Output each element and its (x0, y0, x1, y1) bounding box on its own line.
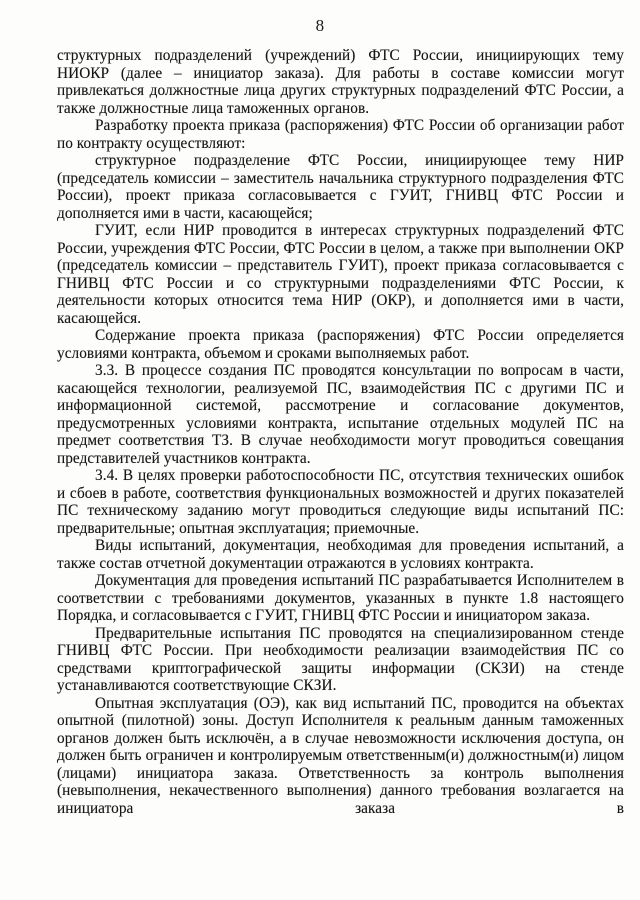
paragraph: структурных подразделений (учреждений) ФТС России, инициирующих тему НИОКР (далее – инициатор заказа). Для работы в составе комиссии могут привлекаться должностные лица других структурных подразделений ФТС России, а также должностные лица таможенных органов. (57, 47, 624, 117)
paragraph: Опытная эксплуатация (ОЭ), как вид испытаний ПС, проводится на объектах опытной (пилотной) зоны. Доступ Исполнителя к реальным данным таможенных органов должен быть исключён, а в случае невозможности исключения доступа, он должен быть ограничен и контролируемым ответственным(и) должностным(и) лицом (лицами) инициатора заказа. Ответственность за контроль выполнения (невыполнения, некачественного выполнения) данного требования возлагается на инициатора заказа в (57, 694, 624, 817)
paragraph: ГУИТ, если НИР проводится в интересах структурных подразделений ФТС России, учреждения ФТС России, ФТС России в целом, а также при выполнении ОКР (председатель комиссии – представитель ГУИТ), проект приказа согласовывается с ГНИВЦ ФТС России и со структурными подразделениями ФТС России, к деятельности которых относится тема НИР (ОКР), и дополняется ими в части, касающейся. (57, 222, 624, 327)
paragraph: 3.4. В целях проверки работоспособности ПС, отсутствия технических ошибок и сбоев в работе, соответствия функциональных возможностей и других показателей ПС техническому заданию могут проводиться следующие виды испытаний ПС: предварительные; опытная эксплуатация; приемочные. (57, 467, 624, 537)
paragraph: структурное подразделение ФТС России, инициирующее тему НИР (председатель комиссии – заместитель начальника структурного подразделения ФТС России), проект приказа согласовывается с ГУИТ, ГНИВЦ ФТС России и дополняется ими в части, касающейся; (57, 152, 624, 222)
paragraph: 3.3. В процессе создания ПС проводятся консультации по вопросам в части, касающейся технологии, реализуемой ПС, взаимодействия ПС с другими ПС и информационной системой, рассмотрение и согласование документов, предусмотренных условиями контракта, испытание отдельных модулей ПС на предмет соответствия ТЗ. В случае необходимости могут проводиться совещания представителей участников контракта. (57, 362, 624, 467)
paragraph: Предварительные испытания ПС проводятся на специализированном стенде ГНИВЦ ФТС России. При необходимости реализации взаимодействия ПС со средствами криптографической защиты информации (СКЗИ) на стенде устанавливаются соответствующие СКЗИ. (57, 624, 624, 694)
page-number: 8 (315, 16, 325, 35)
document-body (57, 47, 624, 817)
paragraph: Документация для проведения испытаний ПС разрабатывается Исполнителем в соответствии с требованиями документов, указанных в пункте 1.8 настоящего Порядка, и согласовывается с ГУИТ, ГНИВЦ ФТС России и инициатором заказа. (57, 572, 624, 624)
paragraph: Содержание проекта приказа (распоряжения) ФТС России определяется условиями контракта, объемом и сроками выполняемых работ. (57, 327, 624, 362)
paragraph: Разработку проекта приказа (распоряжения) ФТС России об организации работ по контракту осуществляют: (57, 117, 624, 152)
paragraph: Виды испытаний, документация, необходимая для проведения испытаний, а также состав отчетной документации отражаются в условиях контракта. (57, 537, 624, 572)
